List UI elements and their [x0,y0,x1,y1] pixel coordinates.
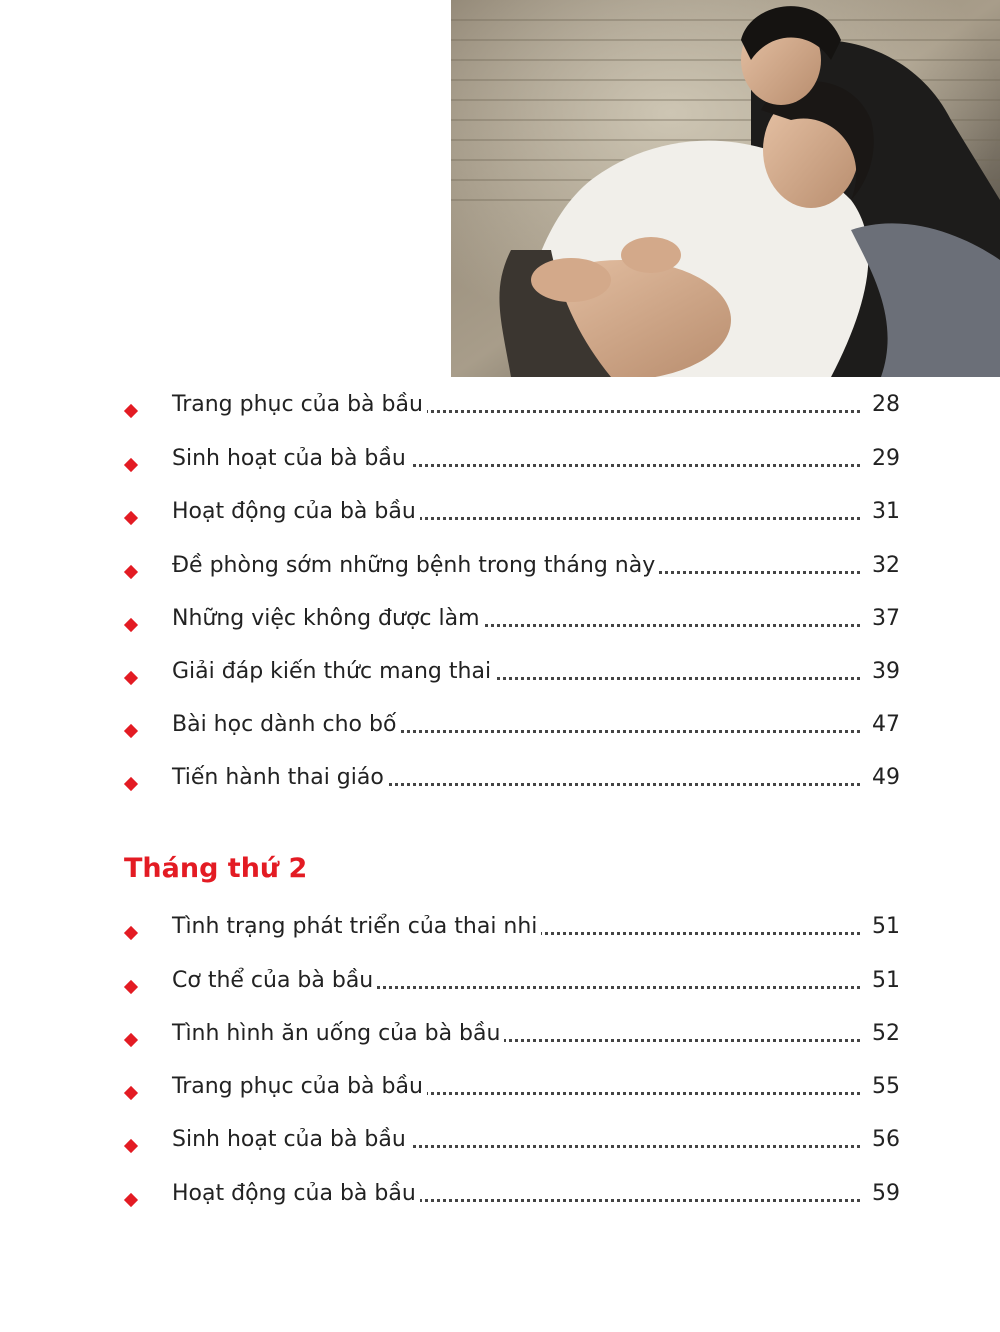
toc-entry[interactable] [126,759,900,795]
diamond-bullet-icon [124,671,138,685]
diamond-bullet-icon [124,1033,138,1047]
diamond-bullet-icon [124,777,138,791]
toc-entry-title: Giải đáp kiến thức mang thai [172,659,495,685]
diamond-bullet-icon [124,724,138,738]
diamond-bullet-icon [124,1139,138,1153]
toc-entry-page: 37 [868,606,900,632]
toc-entry[interactable] [126,600,900,636]
toc-entry-page: 47 [868,712,900,738]
section-heading-month-2: Tháng thứ 2 [124,853,308,884]
toc-entry-page: 56 [868,1127,900,1153]
diamond-bullet-icon [124,404,138,418]
diamond-bullet-icon [124,1086,138,1100]
toc-entry-page: 49 [868,765,900,791]
toc-entry-title: Hoạt động của bà bầu [172,1181,420,1207]
toc-entry[interactable] [126,386,900,422]
pregnant-couple-photo [451,0,1000,377]
toc-entry-title: Trang phục của bà bầu [172,1074,427,1100]
toc-entry-title: Sinh hoạt của bà bầu [172,446,410,472]
toc-entry[interactable] [126,1068,900,1104]
toc-entry-title: Hoạt động của bà bầu [172,499,420,525]
toc-entry[interactable] [126,493,900,529]
toc-entry-page: 31 [868,499,900,525]
toc-entry-title: Cơ thể của bà bầu [172,968,377,994]
diamond-bullet-icon [124,511,138,525]
toc-entry-title: Những việc không được làm [172,606,484,632]
toc-entry[interactable] [126,653,900,689]
toc-entry-page: 32 [868,553,900,579]
diamond-bullet-icon [124,980,138,994]
toc-entry-page: 55 [868,1074,900,1100]
toc-entry[interactable] [126,1175,900,1211]
toc-entry[interactable] [126,962,900,998]
toc-entry-page: 52 [868,1021,900,1047]
toc-entry-page: 39 [868,659,900,685]
toc-entry[interactable] [126,1121,900,1157]
toc-entry[interactable] [126,440,900,476]
diamond-bullet-icon [124,1193,138,1207]
toc-entry-page: 29 [868,446,900,472]
toc-entry-title: Tình hình ăn uống của bà bầu [172,1021,504,1047]
toc-entry-page: 28 [868,392,900,418]
toc-entry-title: Trang phục của bà bầu [172,392,427,418]
toc-entry-title: Đề phòng sớm những bệnh trong tháng này [172,553,659,579]
toc-entry[interactable] [126,547,900,583]
toc-entry-title: Sinh hoạt của bà bầu [172,1127,410,1153]
toc-entry[interactable] [126,1015,900,1051]
diamond-bullet-icon [124,926,138,940]
toc-entry-page: 51 [868,914,900,940]
diamond-bullet-icon [124,565,138,579]
toc-entry-title: Bài học dành cho bố [172,712,400,738]
toc-entry-title: Tiến hành thai giáo [172,765,388,791]
diamond-bullet-icon [124,458,138,472]
toc-entry[interactable] [126,908,900,944]
toc-entry-title: Tình trạng phát triển của thai nhi [172,914,541,940]
toc-entry-page: 51 [868,968,900,994]
toc-entry-page: 59 [868,1181,900,1207]
diamond-bullet-icon [124,618,138,632]
toc-entry[interactable] [126,706,900,742]
